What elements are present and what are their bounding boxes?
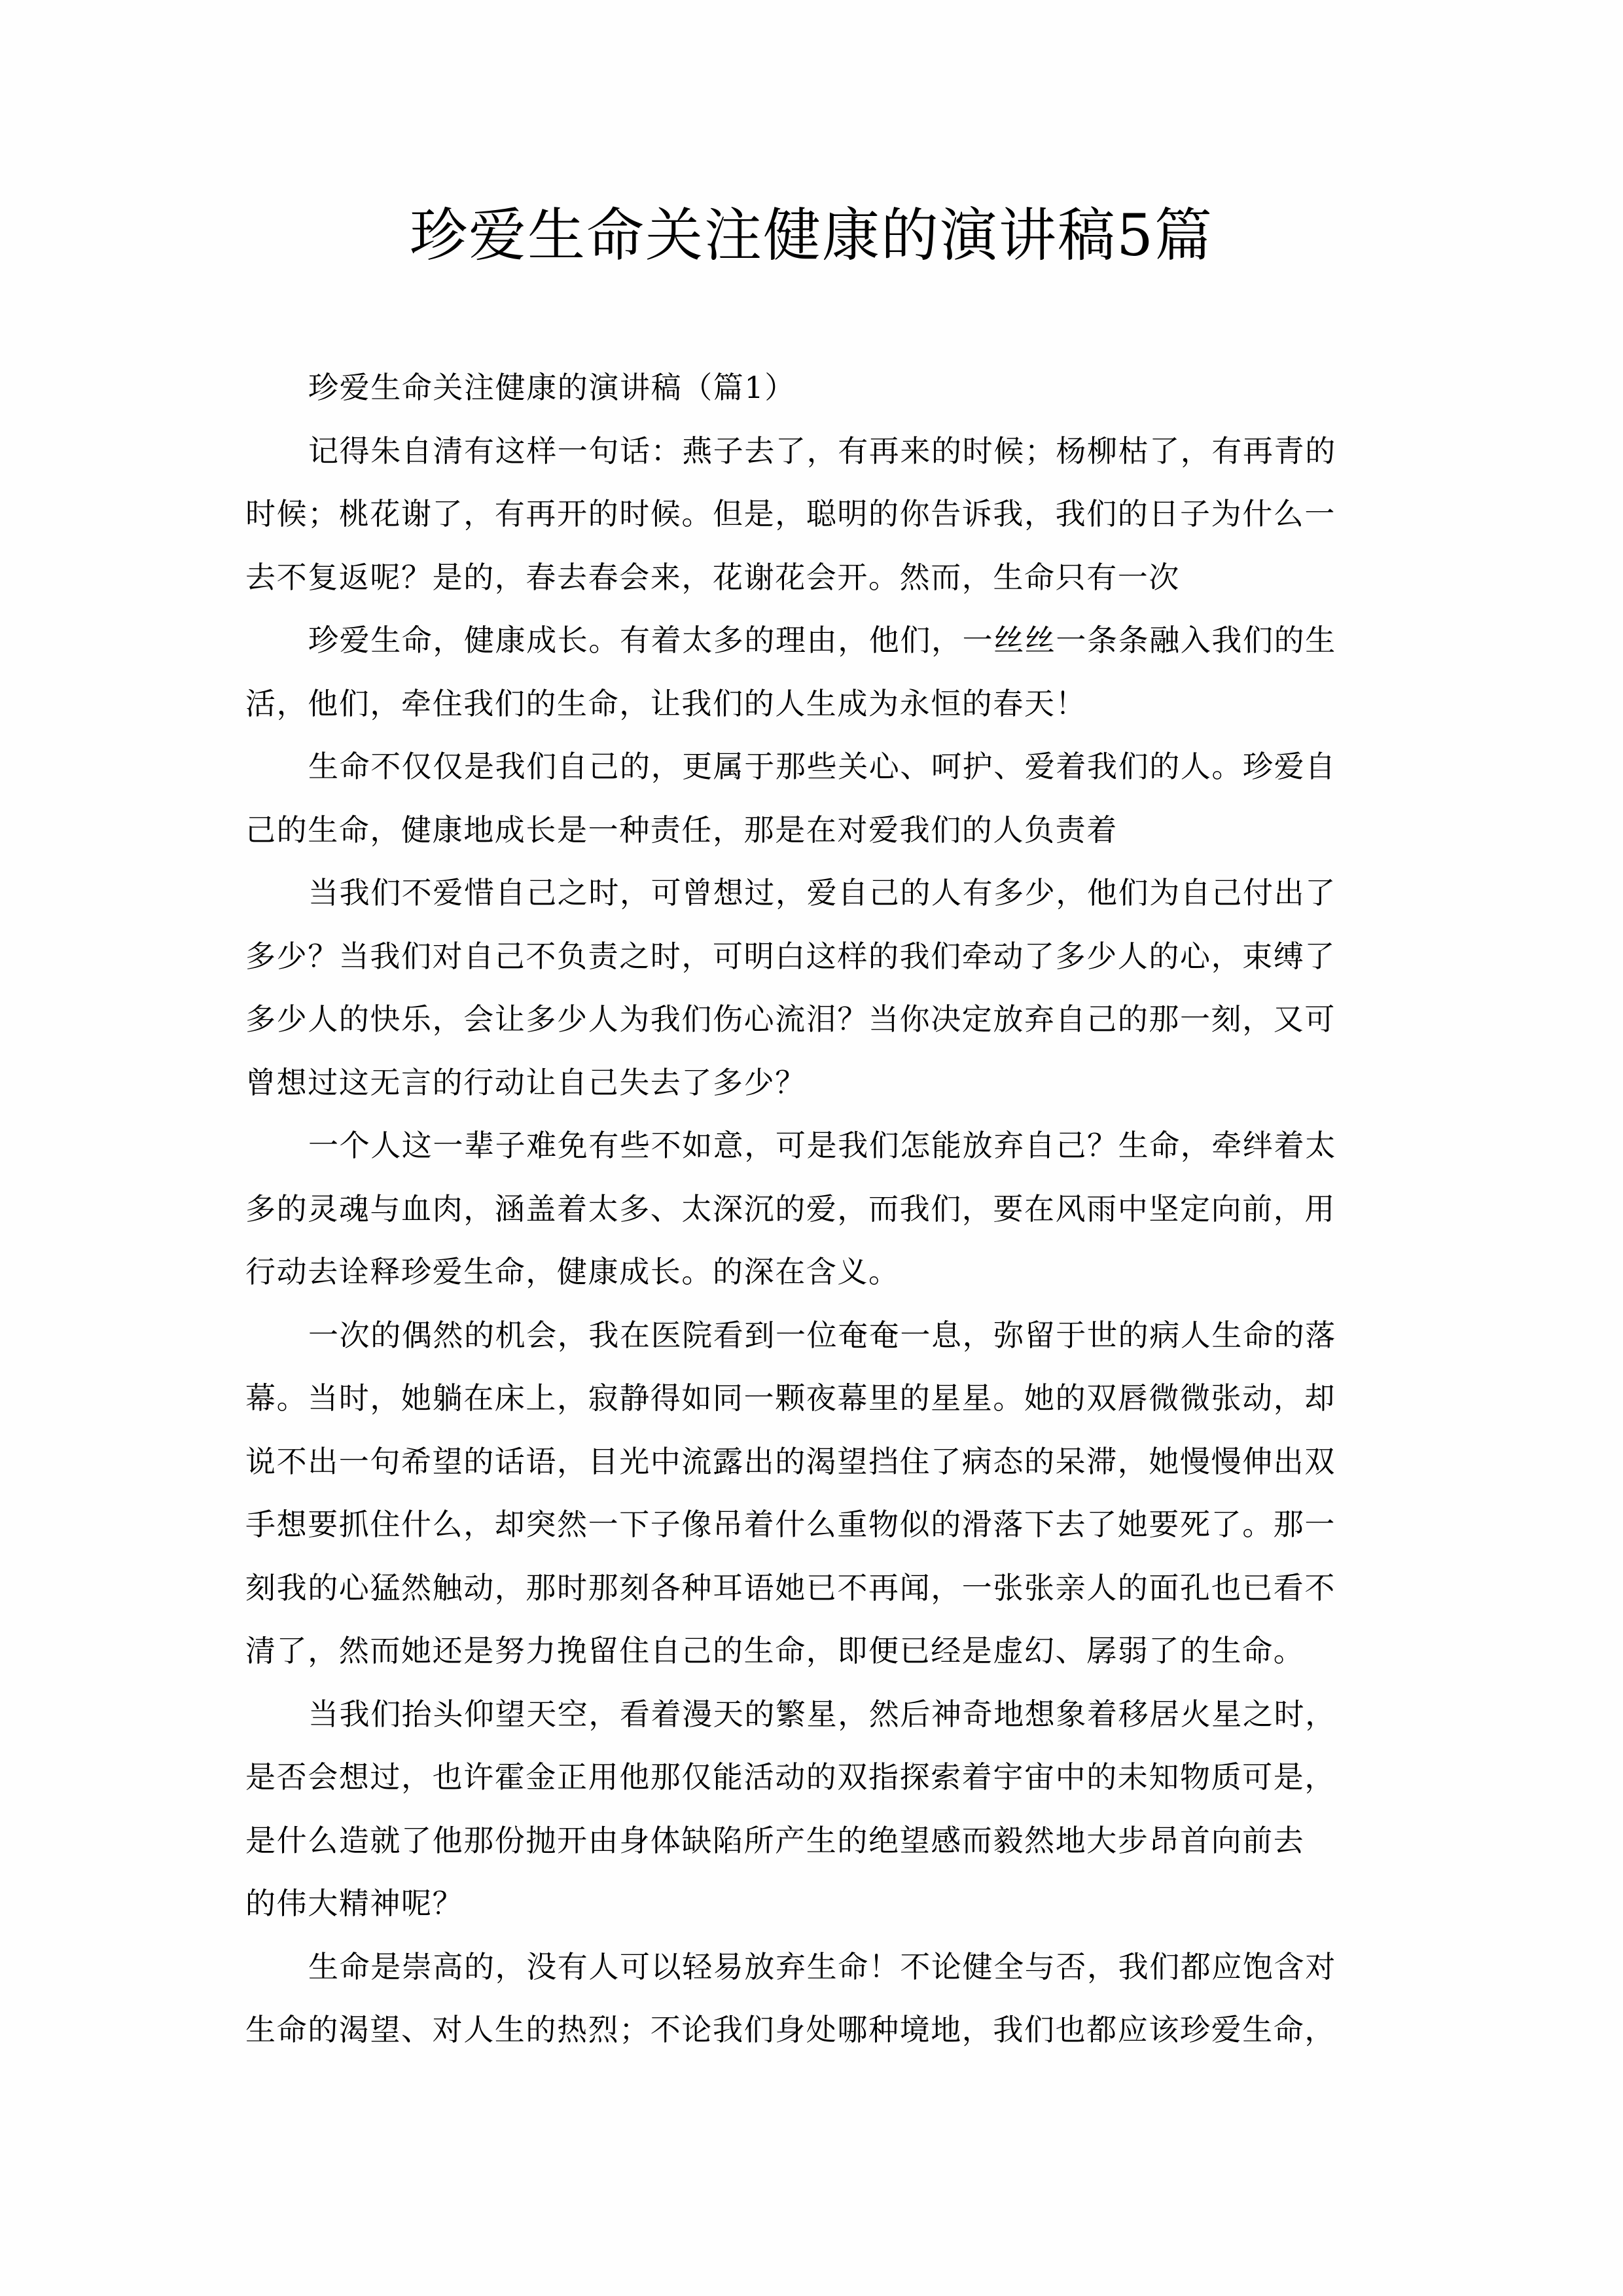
paragraph-line: 手想要抓住什么，却突然一下子像吊着什么重物似的滑落下去了她要死了。那一	[245, 1507, 1336, 1542]
paragraph	[245, 420, 1384, 609]
paragraph	[245, 609, 1384, 735]
paragraph-line: 生命不仅仅是我们自己的，更属于那些关心、呵护、爱着我们的人。珍爱自	[308, 749, 1336, 784]
paragraph	[245, 1683, 1384, 1935]
paragraph-line: 多少？当我们对自己不负责之时，可明白这样的我们牵动了多少人的心，束缚了	[245, 938, 1336, 974]
paragraph-line: 活，他们，牵住我们的生命，让我们的人生成为永恒的春天！	[245, 685, 1087, 721]
paragraph-line: 珍爱生命，健康成长。有着太多的理由，他们，一丝丝一条条融入我们的生	[308, 622, 1336, 658]
document-body	[245, 356, 1384, 2062]
paragraph-line: 一次的偶然的机会，我在医院看到一位奄奄一息，弥留于世的病人生命的落	[308, 1317, 1336, 1353]
paragraph-line: 多的灵魂与血肉，涵盖着太多、太深沉的爱，而我们，要在风雨中坚定向前，用	[245, 1191, 1336, 1227]
paragraph	[245, 1114, 1384, 1304]
paragraph	[245, 861, 1384, 1114]
paragraph-line: 时候；桃花谢了，有再开的时候。但是，聪明的你告诉我，我们的日子为什么一	[245, 496, 1336, 531]
paragraph-line: 清了，然而她还是努力挽留住自己的生命，即便已经是虚幻、孱弱了的生命。	[245, 1633, 1305, 1668]
paragraph-line: 当我们抬头仰望天空，看着漫天的繁星，然后神奇地想象着移居火星之时，	[308, 1696, 1336, 1732]
paragraph-line: 的伟大精神呢？	[245, 1886, 464, 1921]
paragraph-line: 是什么造就了他那份抛开由身体缺陷所产生的绝望感而毅然地大步昂首向前去	[245, 1822, 1305, 1858]
paragraph-line: 去不复返呢？是的，春去春会来，花谢花会开。然而，生命只有一次	[245, 559, 1180, 595]
paragraph	[245, 1304, 1384, 1683]
paragraph	[245, 735, 1384, 861]
paragraph-line: 刻我的心猛然触动，那时那刻各种耳语她已不再闻，一张张亲人的面孔也已看不	[245, 1570, 1336, 1605]
paragraph	[245, 1935, 1384, 2062]
section-heading: 珍爱生命关注健康的演讲稿（篇1）	[308, 370, 796, 405]
paragraph-line: 行动去诠释珍爱生命，健康成长。的深在含义。	[245, 1254, 900, 1289]
paragraph-line: 己的生命，健康地成长是一种责任，那是在对爱我们的人负责着	[245, 812, 1118, 848]
paragraph-line: 生命是崇高的，没有人可以轻易放弃生命！不论健全与否，我们都应饱含对	[308, 1948, 1336, 1984]
paragraph-line: 说不出一句希望的话语，目光中流露出的渴望挡住了病态的呆滞，她慢慢伸出双	[245, 1443, 1336, 1479]
paragraph-line: 幕。当时，她躺在床上，寂静得如同一颗夜幕里的星星。她的双唇微微张动，却	[245, 1380, 1336, 1416]
paragraph-line: 记得朱自清有这样一句话：燕子去了，有再来的时候；杨柳枯了，有再青的	[308, 433, 1336, 469]
paragraph-line: 一个人这一辈子难免有些不如意，可是我们怎能放弃自己？生命，牵绊着太	[308, 1128, 1336, 1163]
paragraph-line: 生命的渴望、对人生的热烈；不论我们身处哪种境地，我们也都应该珍爱生命，	[245, 2012, 1336, 2047]
paragraph-line: 多少人的快乐，会让多少人为我们伤心流泪？当你决定放弃自己的那一刻，又可	[245, 1001, 1336, 1037]
paragraph-line: 当我们不爱惜自己之时，可曾想过，爱自己的人有多少，他们为自己付出了	[308, 875, 1336, 910]
document-title: 珍爱生命关注健康的演讲稿5篇	[410, 202, 1213, 269]
paragraph-line: 是否会想过，也许霍金正用他那仅能活动的双指探索着宇宙中的未知物质可是，	[245, 1759, 1336, 1795]
paragraph-line: 曾想过这无言的行动让自己失去了多少？	[245, 1064, 806, 1100]
